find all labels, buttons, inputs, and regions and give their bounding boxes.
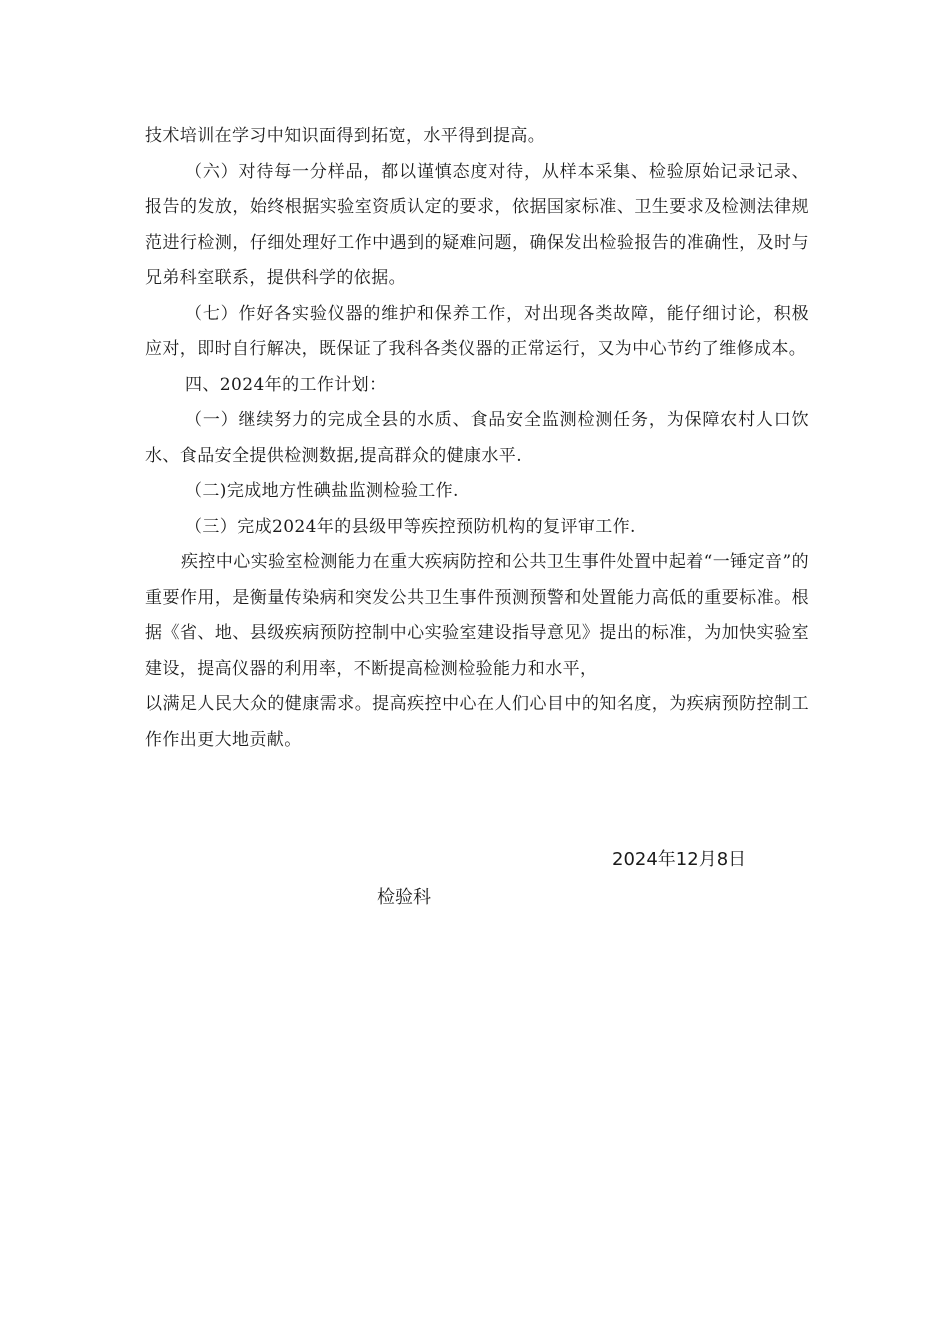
paragraph-training-continued: 技术培训在学习中知识面得到拓宽，水平得到提高。 xyxy=(145,126,546,146)
paragraph-item-seven: （七）作好各实验仪器的维护和保养工作，对出现各类故障，能仔细讨论，积极应对，即时自行解决，既保证了我科各类仪器的正常运行，又为中心节约了维修成本。 xyxy=(145,303,809,359)
document-body xyxy=(145,119,809,758)
paragraph-plan-two: （二)完成地方性碘盐监测检验工作. xyxy=(185,481,459,501)
paragraph-plan-three: （三）完成2024年的县级甲等疾控预防机构的复评审工作. xyxy=(185,516,636,537)
document-department: 检验科 xyxy=(377,887,431,908)
paragraph-plan-one: （一）继续努力的完成全县的水质、食品安全监测检测任务，为保障农村人口饮水、食品安全提供检测数据,提高群众的健康水平. xyxy=(145,410,809,466)
paragraph-summary: 疾控中心实验室检测能力在重大疾病防控和公共卫生事件处置中起着“一锤定音”的重要作用，是衡量传染病和突发公共卫生事件预测预警和处置能力高低的重要标准。根据《省、地、县级疾病预防控制中心实验室建设指导意见》提出的标准，为加快实验室建设，提高仪器的利用率，不断提高检测检验能力和水平， xyxy=(145,552,809,679)
paragraph-item-six: （六）对待每一分样品，都以谨慎态度对待，从样本采集、检验原始记录记录、报告的发放，始终根据实验室资质认定的要求，依据国家标准、卫生要求及检测法律规范进行检测，仔细处理好工作中遇到的疑难问题，确保发出检验报告的准确性，及时与兄弟科室联系，提供科学的依据。 xyxy=(145,161,809,288)
document-date: 2024年12月8日 xyxy=(612,849,747,870)
paragraph-conclusion: 以满足人民大众的健康需求。提高疾控中心在人们心目中的知名度，为疾病预防控制工作作出更大地贡献。 xyxy=(145,694,809,750)
section-heading-work-plan: 四、2024年的工作计划： xyxy=(185,374,387,395)
